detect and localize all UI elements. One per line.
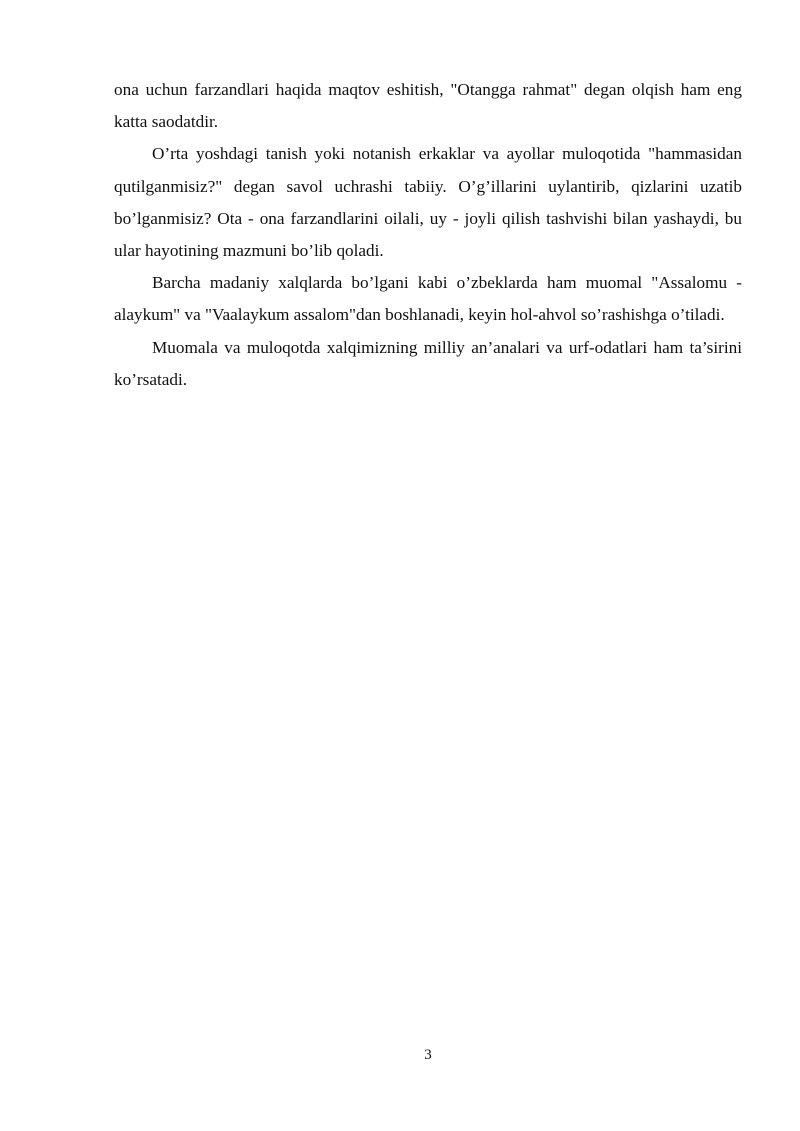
body-text <box>114 74 742 396</box>
paragraph: Barcha madaniy xalqlarda bo’lgani kabi o’zbeklarda ham muomal "Assalomu - alaykum" va "Vaalaykum assalom"dan boshlanadi, keyin hol-ahvol so’rashishga o’tiladi. <box>114 273 742 325</box>
paragraph: O’rta yoshdagi tanish yoki notanish erkaklar va ayollar muloqotida "hammasidan qutilganmisiz?" degan savol uchrashi tabiiy. O’g’illarini uylantirib, qizlarini uzatib bo’lganmisiz? Ota - ona farzandlarini oilali, uy - joyli qilish tashvishi bilan yashaydi, bu ular hayotining mazmuni bo’lib qoladi. <box>114 144 742 261</box>
page-number: 3 <box>424 1047 432 1063</box>
paragraph: ona uchun farzandlari haqida maqtov eshitish, "Otangga rahmat" degan olqish ham eng katta saodatdir. <box>114 80 742 132</box>
paragraph: Muomala va muloqotda xalqimizning milliy an’analari va urf-odatlari ham ta’sirini ko’rsatadi. <box>114 337 742 389</box>
